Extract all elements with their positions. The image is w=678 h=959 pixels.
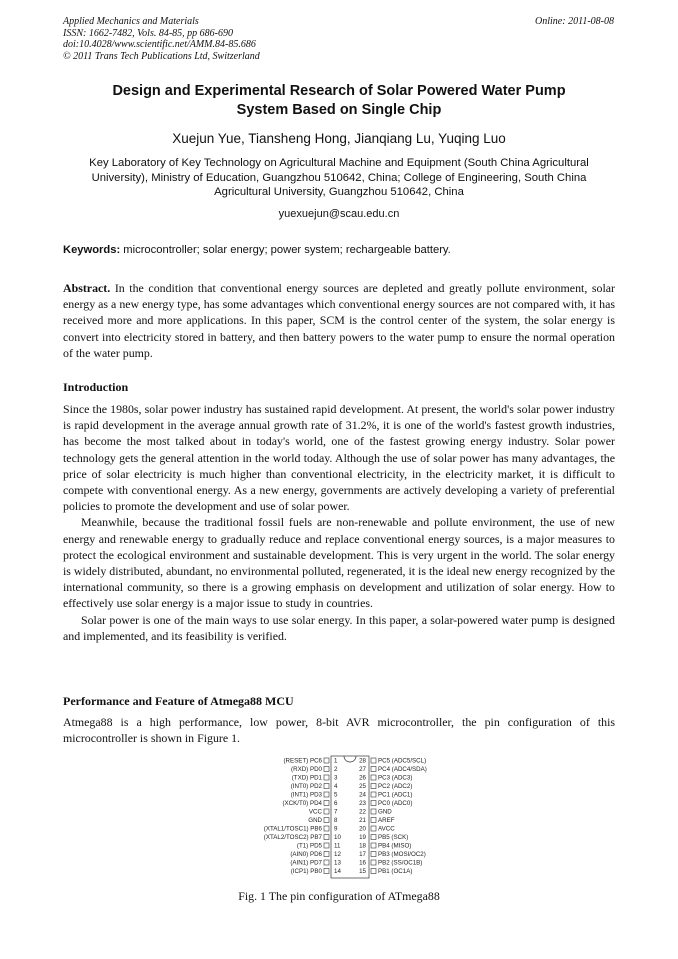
pin-number-left: 4 — [334, 783, 338, 790]
doi-line: doi:10.4028/www.scientific.net/AMM.84-85.686 — [63, 39, 256, 50]
pin-box-right — [371, 758, 376, 763]
pin-label-right: PC5 (ADC5/SCL) — [378, 757, 427, 765]
pin-number-right: 15 — [359, 868, 366, 875]
pin-label-left: VCC — [308, 808, 322, 816]
pin-configuration-figure — [230, 755, 470, 883]
pin-label-right: AVCC — [378, 825, 395, 833]
abstract-label: Abstract. — [63, 281, 111, 295]
pin-number-left: 10 — [334, 834, 341, 841]
title-line-2: System Based on Single Chip — [236, 102, 442, 118]
keywords-text: microcontroller; solar energy; power system; rechargeable battery. — [120, 244, 451, 256]
pin-label-left: (INT0) PD2 — [290, 783, 322, 790]
authors: Xuejun Yue, Tiansheng Hong, Jianqiang Lu, Yuqing Luo — [172, 131, 506, 146]
introduction-heading: Introduction — [63, 380, 129, 394]
pin-label-left: (INT1) PD3 — [290, 791, 322, 799]
pin-label-left: (XTAL1/TOSC1) PB6 — [263, 825, 322, 833]
introduction-body — [63, 401, 615, 644]
pin-label-left: (AIN0) PD6 — [290, 851, 322, 858]
pin-label-left: GND — [308, 817, 322, 824]
pin-box-left — [324, 758, 329, 763]
pin-number-right: 22 — [359, 808, 366, 816]
pin-label-left: (XCK/T0) PD4 — [282, 800, 322, 807]
pin-number-left: 13 — [334, 859, 341, 867]
pin-label-right: PC1 (ADC1) — [378, 791, 413, 799]
pin-box-right — [371, 809, 376, 814]
pin-box-right — [371, 826, 376, 831]
affiliation: Key Laboratory of Key Technology on Agricultural Machine and Equipment (South China Agricultural University), Ministry of Education, Guangzhou 510642, China; College of Engineering, South China Agricultural University, Guangzhou 510642, China — [89, 157, 589, 198]
pin-label-right: PB3 (MOSI/OC2) — [378, 851, 426, 858]
abstract-text: In the condition that conventional energy sources are depleted and greatly pollute environment, solar energy as a new energy type, has some advantages which conventional energy sources are not compared with, it has received more and more applications. In this paper, SCM is the control center of the system, the solar energy is convert into electricity stored in battery, and then battery powers to the water pump to ensure the normal operation of the water pump. — [63, 281, 615, 360]
abstract — [63, 280, 615, 361]
pin-box-right — [371, 818, 376, 823]
pin-number-right: 19 — [359, 834, 366, 841]
pin-box-right — [371, 852, 376, 857]
pin-label-right: PC2 (ADC2) — [378, 783, 413, 790]
pin-box-right — [371, 835, 376, 840]
pin-box-left — [324, 869, 329, 874]
pin-number-left: 12 — [334, 851, 341, 858]
pin-box-right — [371, 843, 376, 848]
pin-number-right: 16 — [359, 859, 366, 867]
intro-paragraph-3: Solar power is one of the main ways to use solar energy. In this paper, a solar-powered water pump is designed and implemented, and its feasibility is verified. — [63, 612, 615, 643]
pin-number-left: 11 — [334, 842, 341, 850]
pin-number-right: 25 — [359, 783, 366, 790]
pin-box-left — [324, 809, 329, 814]
pin-number-left: 3 — [334, 774, 338, 782]
pin-label-right: PC0 (ADC0) — [378, 800, 413, 807]
pin-label-right: PB2 (SS/OC1B) — [378, 859, 423, 867]
intro-paragraph-2: Meanwhile, because the traditional fossil fuels are non-renewable and pollute environment, the use of new energy and renewable energy to gradually reduce and replace conventional energy sources, is a major measures to protect the ecological environment and sustainable development. This is very urgent in the world. The solar energy is widely distributed, abundant, no environmental polluted, regenerated, it is the ideal new energy recognized by the international community, so there is a growing emphasis on development and utilization of solar energy. How to effectively use solar energy is a major issue to study in countries. — [63, 515, 615, 611]
pin-label-right: PB4 (MISO) — [378, 842, 412, 850]
pin-label-right: PB1 (OC1A) — [378, 868, 413, 875]
pin-box-right — [371, 767, 376, 772]
pin-number-right: 23 — [359, 800, 366, 807]
title-line-1: Design and Experimental Research of Solar Powered Water Pump — [112, 83, 566, 99]
online-date: Online: 2011-08-08 — [535, 16, 614, 27]
pin-label-right: PB5 (SCK) — [378, 834, 409, 841]
pin-number-left: 1 — [334, 757, 338, 765]
pin-label-right: GND — [378, 808, 392, 816]
pin-number-right: 20 — [359, 825, 366, 833]
author-email[interactable]: yuexuejun@scau.edu.cn — [278, 208, 400, 220]
pin-number-right: 26 — [359, 774, 366, 782]
issn-line: ISSN: 1662-7482, Vols. 84-85, pp 686-690 — [63, 27, 233, 39]
pin-box-left — [324, 801, 329, 806]
pin-box-left — [324, 835, 329, 840]
pin-box-right — [371, 792, 376, 797]
performance-body: Atmega88 is a high performance, low power, 8-bit AVR microcontroller, the pin configuration of this microcontroller is shown in Figure 1. — [63, 715, 615, 746]
pin-box-right — [371, 775, 376, 780]
pin-box-right — [371, 801, 376, 806]
pin-number-left: 9 — [334, 825, 338, 833]
performance-heading: Performance and Feature of Atmega88 MCU — [63, 694, 294, 708]
journal-name: Applied Mechanics and Materials — [63, 16, 199, 27]
pin-number-right: 24 — [359, 791, 366, 799]
pin-box-left — [324, 826, 329, 831]
keywords-label: Keywords: — [63, 244, 121, 256]
keywords — [63, 244, 615, 256]
intro-paragraph-1: Since the 1980s, solar power industry has sustained rapid development. At present, the world's solar power industry is rapid development in the average annual growth rate of 31.2%, it is one of the world's fastest growth industries, has become the most talked about in today's world, one of the fastest growing energy industry. Solar power technology gets the general attention in the world today. Although the use of solar power has many advantages, the price of solar electricity is much higher than conventional electricity, in the electricity market, it is difficult to compete with conventional energy. As a new energy, governments are actively developing a variety of preferential policies to promote the development and use of solar power. — [63, 402, 615, 514]
pin-label-right: PC4 (ADC4/SDA) — [378, 766, 427, 773]
pin-box-left — [324, 767, 329, 772]
pin-number-left: 2 — [334, 766, 338, 773]
pin-label-left: (TXD) PD1 — [291, 774, 322, 782]
pin-number-right: 28 — [359, 757, 366, 765]
pin-number-left: 7 — [334, 808, 338, 816]
pin-label-right: PC3 (ADC3) — [378, 774, 413, 782]
paper-title — [63, 82, 615, 120]
pin-number-right: 17 — [359, 851, 366, 858]
pin-number-left: 8 — [334, 817, 338, 824]
pin-box-right — [371, 784, 376, 789]
pin-label-right: AREF — [378, 817, 395, 824]
pin-box-left — [324, 792, 329, 797]
chip-notch — [344, 756, 356, 762]
pin-box-left — [324, 818, 329, 823]
pin-box-left — [324, 784, 329, 789]
pin-number-left: 5 — [334, 791, 338, 799]
pin-box-left — [324, 860, 329, 865]
pin-label-left: (T1) PD5 — [296, 842, 322, 850]
pin-number-right: 18 — [359, 842, 366, 850]
pin-number-right: 21 — [359, 817, 366, 824]
pin-box-left — [324, 843, 329, 848]
pin-number-left: 6 — [334, 800, 338, 807]
pin-number-right: 27 — [359, 766, 366, 773]
pin-label-left: (RESET) PC6 — [283, 757, 322, 765]
pin-label-left: (XTAL2/TOSC2) PB7 — [263, 834, 322, 841]
copyright-line: © 2011 Trans Tech Publications Ltd, Switzerland — [63, 50, 260, 62]
pin-label-left: (ICP1) PB0 — [290, 868, 322, 875]
journal-header — [63, 16, 614, 62]
pin-box-right — [371, 860, 376, 865]
pin-label-left: (RXD) PD0 — [291, 766, 322, 773]
pin-box-left — [324, 775, 329, 780]
pin-number-left: 14 — [334, 868, 341, 875]
pin-label-left: (AIN1) PD7 — [290, 859, 322, 867]
pin-box-left — [324, 852, 329, 857]
pin-box-right — [371, 869, 376, 874]
figure-caption: Fig. 1 The pin configuration of ATmega88 — [238, 889, 440, 903]
